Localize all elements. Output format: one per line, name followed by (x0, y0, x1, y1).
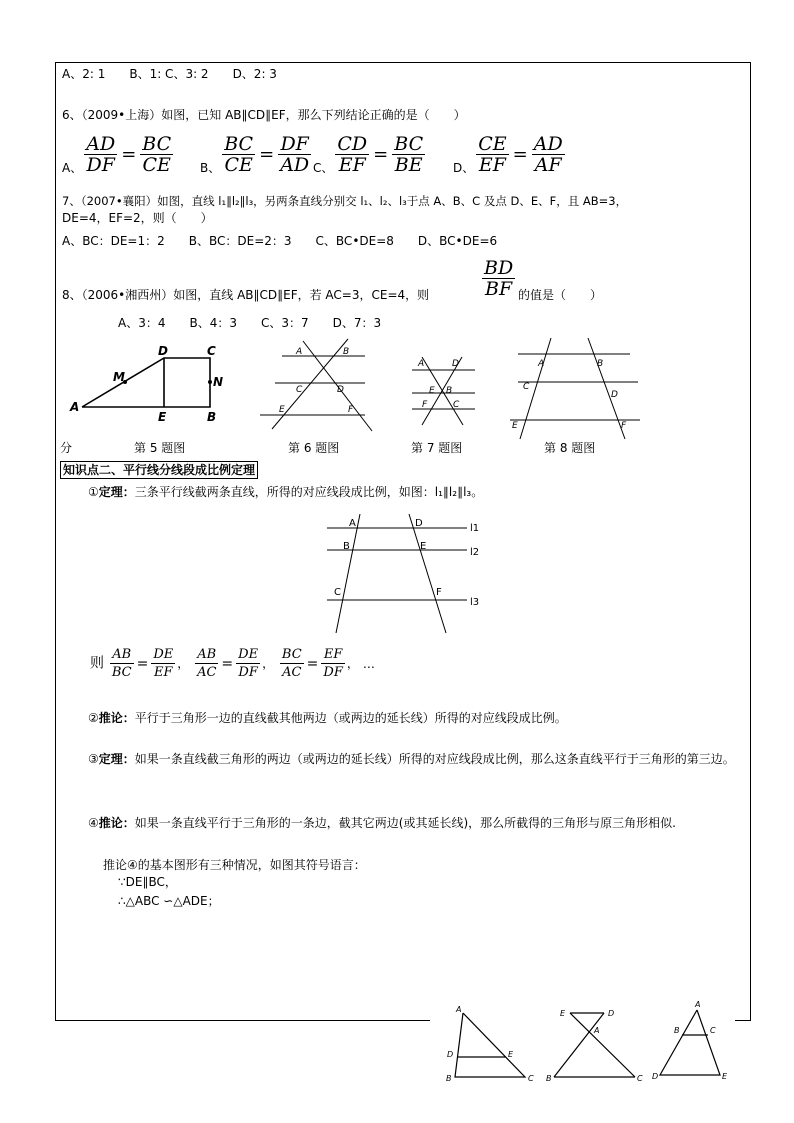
figure-5 (82, 358, 210, 407)
triangle-figures (440, 995, 740, 1090)
tri1-label-a: A (456, 1005, 462, 1014)
fig5-point-n (208, 380, 212, 384)
corollary4-label: 推论： (98, 816, 135, 830)
q6-option-b (200, 134, 313, 175)
tri1-label-e: E (508, 1050, 514, 1059)
ratio1-eq: = (136, 655, 149, 672)
ratio2-d1: AC (197, 665, 217, 680)
tfig-label-e: E (420, 541, 427, 552)
q6-d-eq: = (512, 143, 528, 165)
q7-line1: 7、（2007•襄阳）如图，直线 l₁∥l₂∥l₃，另两条直线分别交 l₁、l₂、l₃于点 A、B、C 及点 D、E、F，且 AB=3， (62, 194, 628, 208)
tri3-label-c: C (710, 1026, 716, 1035)
ratio-sep3: ， (346, 656, 359, 671)
tri1-label-c: C (528, 1074, 534, 1083)
fig7-label-e: E (429, 386, 435, 396)
q6-d-lhs-num: CE (478, 133, 507, 155)
tfig-label-f: F (436, 587, 442, 598)
tfig-label-l1: l1 (470, 523, 480, 534)
fig6-label-e: E (279, 405, 285, 415)
ratio-line (90, 646, 375, 681)
q6-d-label: D、 (453, 161, 475, 175)
tfig-label-c: C (334, 587, 341, 598)
ratio1-d2: EF (154, 665, 173, 680)
q8-tail: 的值是（ ） (518, 288, 603, 302)
q6-a-rhs-den: CE (142, 154, 171, 176)
ratio-sep2: ， (262, 656, 275, 671)
knowledge-title: 知识点二、平行线分线段成比例定理 (60, 461, 258, 479)
ratio-ellipsis: … (362, 656, 375, 671)
q6-b-rhs-den: AD (280, 154, 310, 176)
q6-d-rhs-num: AD (533, 133, 563, 155)
q6-a-eq: = (121, 143, 137, 165)
tri3-label-a: A (695, 1000, 701, 1009)
q7-line2: DE=4，EF=2，则（ ） (62, 211, 213, 225)
note-intro: 推论④的基本图形有三种情况，如图其符号语言： (103, 858, 366, 872)
theorem-figure (322, 508, 492, 636)
fig5-label-b: B (207, 410, 217, 424)
theorem1 (88, 484, 483, 500)
fig6-label-c: C (296, 385, 303, 395)
q6-c-rhs-num: BC (394, 133, 424, 155)
fig5-label-c: C (207, 344, 216, 358)
tri2-label-c: C (637, 1074, 643, 1083)
ratio3-n1: BC (281, 647, 302, 662)
fig7-label-b: B (446, 386, 453, 396)
tri3-label-e: E (722, 1072, 728, 1081)
margin-mark: 分 (60, 441, 73, 455)
frame-bottom-left (55, 1020, 430, 1021)
triangle-fig-3 (660, 1010, 720, 1075)
fig5-label-m: M (113, 370, 125, 384)
fig5-label-n: N (213, 375, 224, 389)
ratio-prefix: 则 (90, 655, 104, 672)
fig8-label-b: B (597, 359, 604, 369)
ratio-sep1: ， (177, 656, 190, 671)
ratio3-d2: DF (323, 665, 343, 680)
tfig-label-l2: l2 (470, 547, 480, 558)
corollary4-num: ④ (88, 816, 99, 830)
q6-a-label: A、 (62, 161, 83, 175)
triangle-fig-2 (554, 1013, 635, 1077)
ratio1-n1: AB (110, 646, 134, 664)
q6-option-d (453, 134, 567, 175)
tri2-label-b: B (546, 1074, 552, 1083)
tri2-label-e: E (560, 1009, 566, 1018)
q6-b-lhs-num: BC (224, 133, 254, 155)
q8-options: A、3：4 B、4：3 C、3：7 D、7：3 (118, 316, 382, 330)
tfig-label-d: D (415, 518, 423, 529)
fig7-label-c: C (453, 400, 460, 410)
q6-stem: 6、（2009•上海）如图，已知 AB∥CD∥EF，那么下列结论正确的是（ ） (62, 108, 466, 122)
fig8-label-e: E (512, 421, 518, 431)
fig8-label-a: A (538, 359, 545, 369)
caption-fig6: 第 6 题图 (288, 441, 340, 455)
fig5-label-a: A (70, 400, 80, 414)
theorem3-num: ③ (88, 752, 99, 766)
q6-option-c (313, 134, 427, 175)
ratio3-eq: = (306, 655, 319, 672)
corollary4-text: 如果一条直线平行于三角形的一条边，截其它两边(或其延长线)，那么所截得的三角形与原三角形相似. (134, 816, 676, 830)
ratio1-d1: BC (111, 665, 132, 680)
tri2-label-d: D (608, 1009, 615, 1018)
theorem3-text: 如果一条直线截三角形的两边（或两边的延长线）所得的对应线段成比例，那么这条直线平行于三角形的第三边。 (134, 752, 735, 766)
tri3-label-d: D (652, 1072, 659, 1081)
fig7-label-a: A (418, 359, 425, 369)
q6-a-lhs-num: AD (86, 133, 116, 155)
ratio2-eq: = (221, 655, 234, 672)
corollary2-text: 平行于三角形一边的直线截其他两边（或两边的延长线）所得的对应线段成比例。 (134, 711, 567, 725)
caption-fig7: 第 7 题图 (411, 441, 463, 455)
tfig-label-b: B (343, 541, 350, 552)
q6-c-rhs-den: BE (394, 154, 423, 176)
theorem1-label: 定理： (98, 485, 135, 499)
q6-d-rhs-den: AF (534, 154, 562, 176)
q5-options: A、2: 1 B、1: C、3: 2 D、2: 3 (62, 67, 277, 81)
fig6-label-a: A (296, 347, 303, 357)
triangle-fig-1 (455, 1013, 525, 1077)
corollary4 (62, 812, 747, 834)
fig8-label-c: C (523, 382, 530, 392)
q8-fraction (480, 258, 517, 299)
ratio1-n2: DE (153, 647, 174, 662)
theorem3 (62, 748, 747, 770)
fig7-label-d: D (452, 359, 459, 369)
note-therefore: ∴△ABC ∽△ADE； (118, 894, 220, 908)
fig8-label-f: F (621, 421, 627, 431)
tri1-label-b: B (446, 1074, 452, 1083)
corollary2 (88, 710, 567, 726)
ratio3-d1: AC (282, 665, 302, 680)
q6-a-lhs-den: DF (86, 154, 115, 176)
fig6-label-f: F (348, 405, 354, 415)
tfig-label-l3: l3 (470, 597, 480, 608)
q6-b-rhs-num: DF (278, 134, 311, 155)
fig5-label-e: E (158, 410, 167, 424)
q6-b-eq: = (259, 143, 275, 165)
fig8-label-d: D (611, 390, 618, 400)
ratio2-d2: DF (238, 665, 258, 680)
note-because: ∵DE∥BC， (118, 875, 177, 889)
theorem3-label: 定理： (98, 752, 135, 766)
ratio3-n2: EF (321, 646, 344, 664)
q6-d-lhs-den: EF (478, 154, 506, 176)
q6-c-label: C、 (313, 161, 334, 175)
corollary2-num: ② (88, 711, 99, 725)
corollary2-label: 推论： (98, 711, 135, 725)
tri3-label-b: B (674, 1026, 680, 1035)
q8-frac-den: BF (485, 278, 513, 300)
theorem1-num: ① (88, 485, 99, 499)
q7-options: A、BC：DE=1：2 B、BC：DE=2：3 C、BC•DE=8 D、BC•DE=6 (62, 234, 498, 248)
tri2-label-a: A (594, 1026, 600, 1035)
fig7-label-f: F (422, 400, 428, 410)
fig5-label-d: D (158, 344, 168, 358)
q6-c-lhs-num: CD (337, 133, 368, 155)
caption-fig5: 第 5 题图 (134, 441, 186, 455)
tfig-label-a: A (349, 518, 356, 529)
q8-frac-num: BD (484, 257, 514, 279)
q6-option-a (62, 134, 175, 175)
q6-b-label: B、 (200, 161, 221, 175)
q6-c-eq: = (373, 143, 389, 165)
fig6-label-b: B (343, 347, 350, 357)
figure-6 (260, 339, 372, 431)
q8-stem: 8、（2006•湘西州）如图，直线 AB∥CD∥EF，若 AC=3，CE=4，则 (62, 288, 430, 302)
ratio2-n1: AB (195, 646, 218, 664)
theorem1-text: 三条平行线截两条直线，所得的对应线段成比例，如图：l₁∥l₂∥l₃。 (134, 485, 484, 499)
ratio2-n2: DE (238, 647, 259, 662)
fig6-label-d: D (337, 385, 344, 395)
q6-a-rhs-num: BC (142, 133, 172, 155)
tri1-label-d: D (447, 1050, 454, 1059)
caption-fig8: 第 8 题图 (544, 441, 596, 455)
q6-c-lhs-den: EF (338, 154, 366, 176)
q6-b-lhs-den: CE (224, 154, 253, 176)
